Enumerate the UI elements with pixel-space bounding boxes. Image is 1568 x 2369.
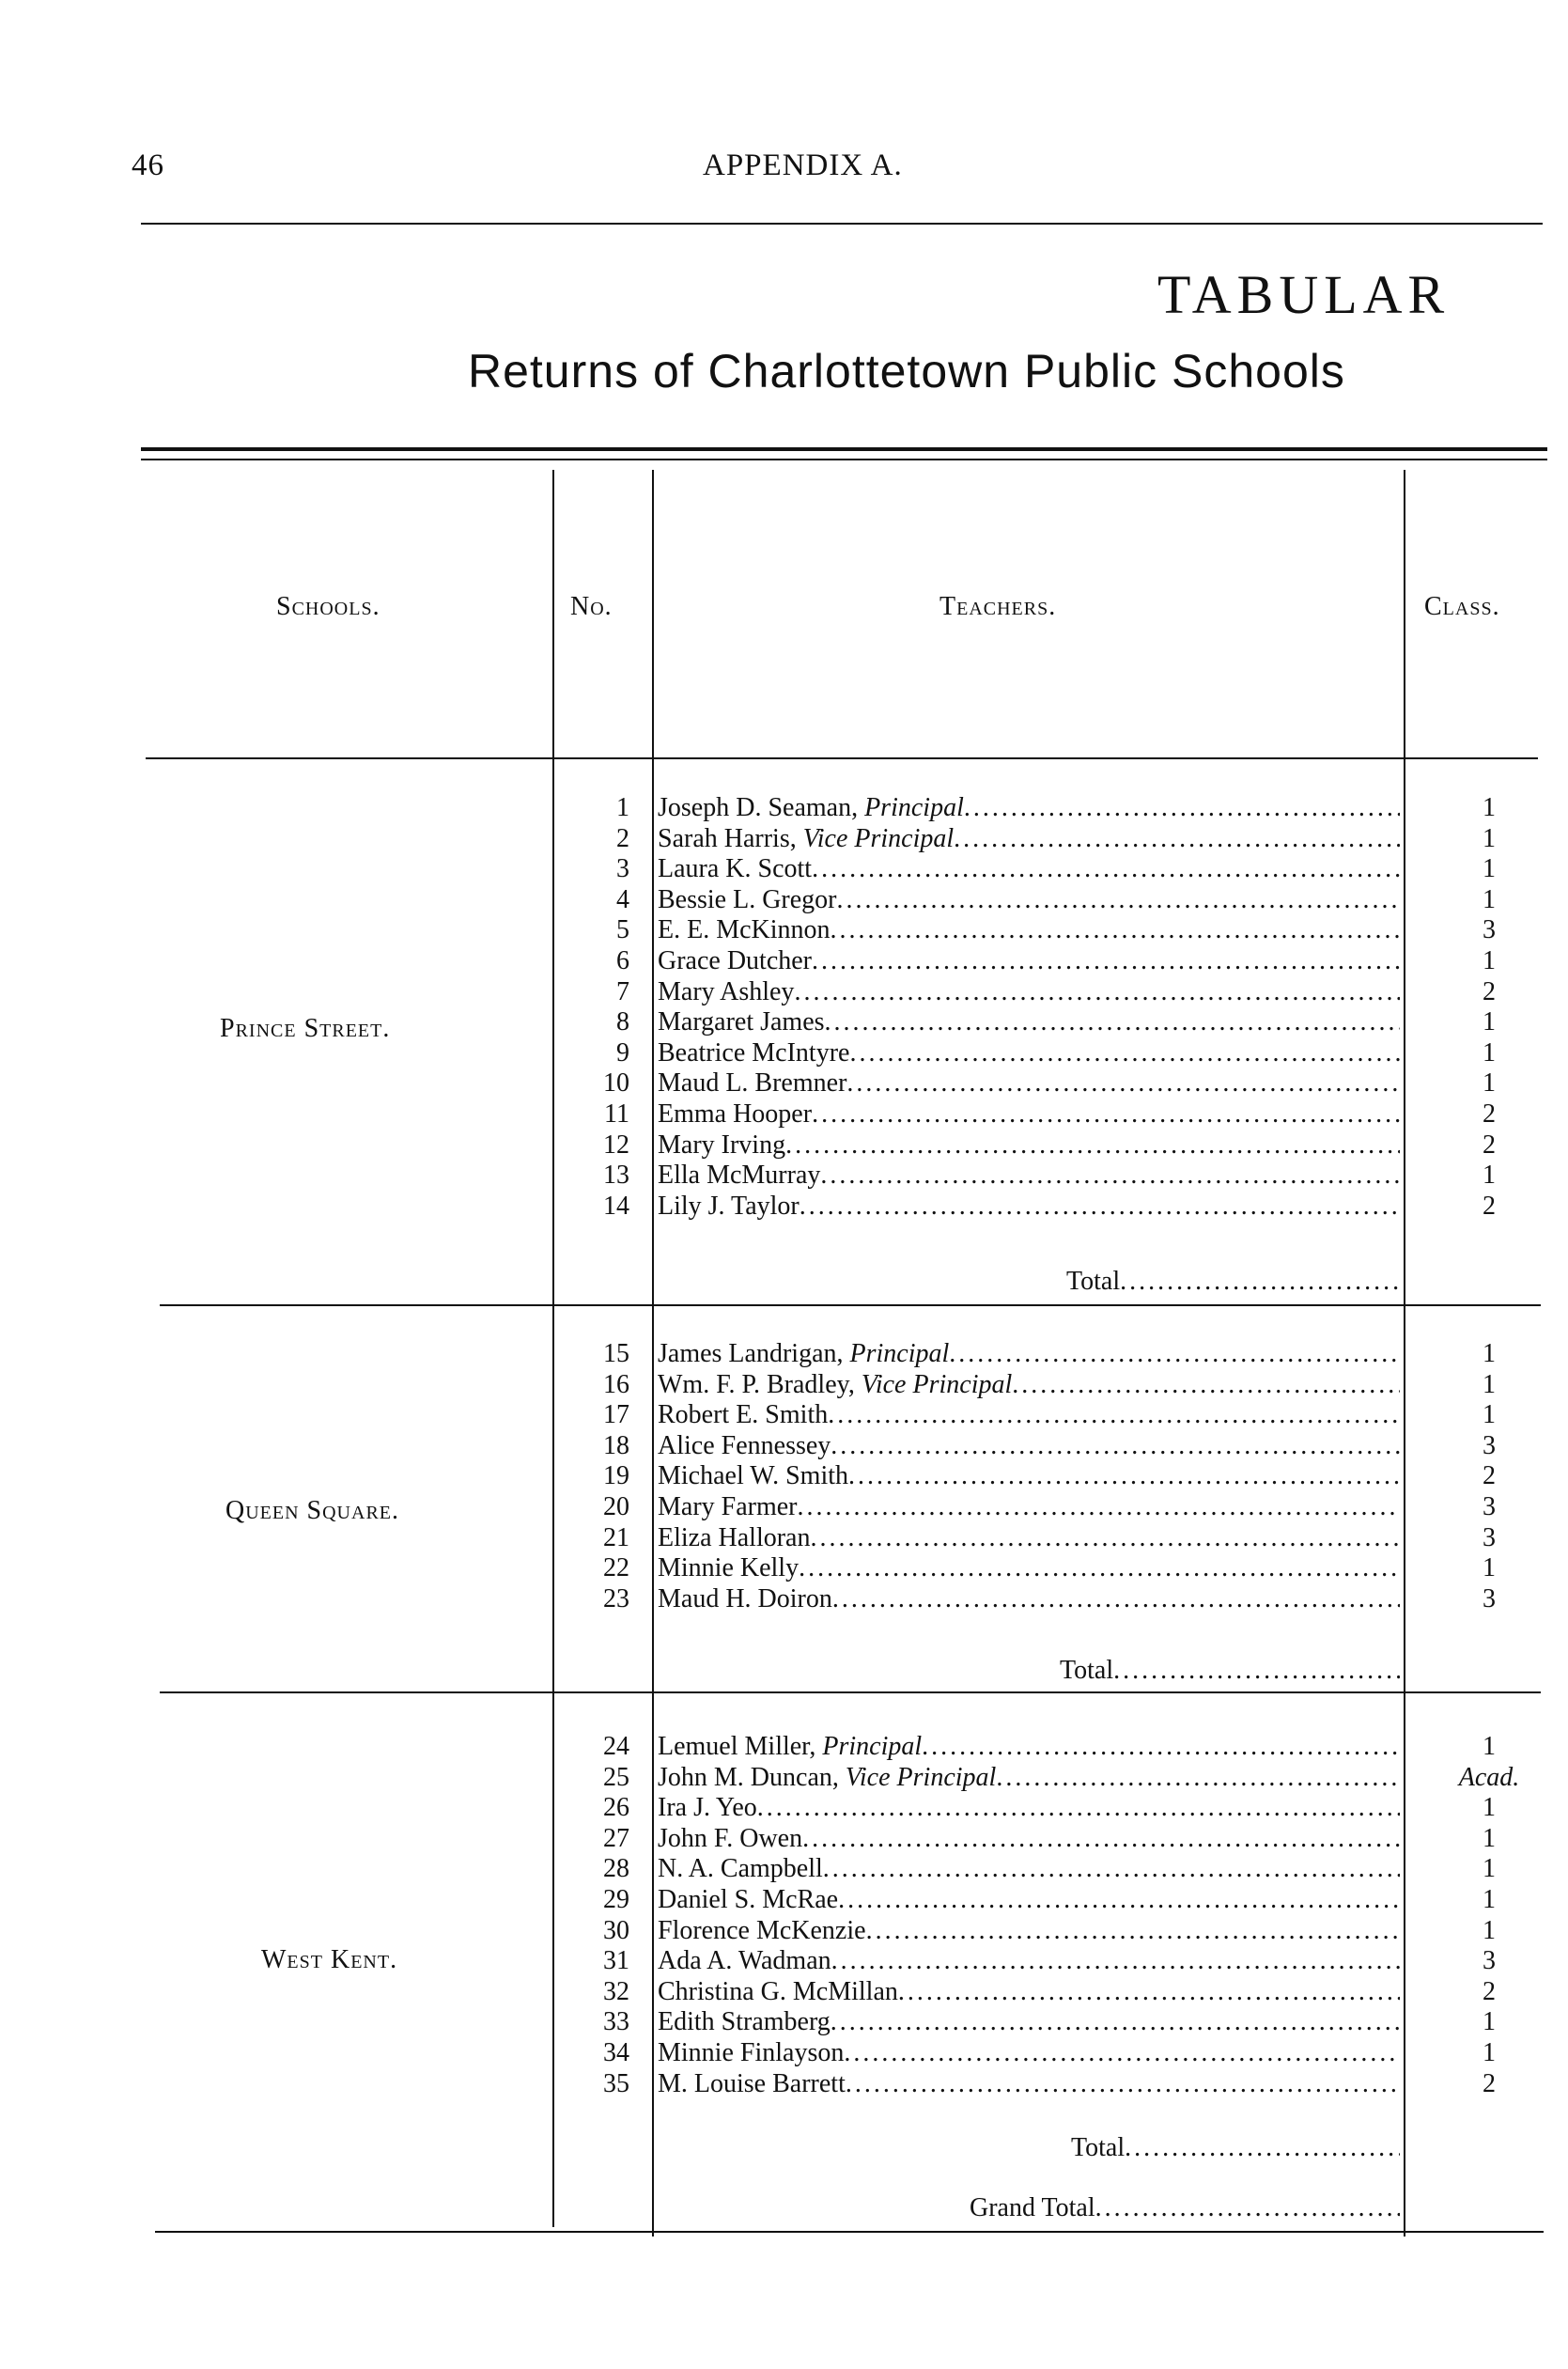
teacher-row bbox=[0, 1130, 1568, 1161]
teacher-name-cell bbox=[658, 946, 1400, 976]
teacher-class: 3 bbox=[1483, 1492, 1496, 1521]
teacher-row bbox=[0, 854, 1568, 884]
column-header-class: Class. bbox=[1424, 592, 1500, 621]
teacher-name-cell bbox=[658, 1339, 1400, 1369]
teacher-row bbox=[0, 1099, 1568, 1130]
school-name-prince-street: Prince Street. bbox=[220, 1014, 391, 1043]
teacher-name: Maud L. Bremner bbox=[658, 1068, 847, 1099]
teacher-number: 26 bbox=[603, 1793, 629, 1823]
west-kent-total bbox=[1071, 2133, 1400, 2163]
teacher-name-cell bbox=[658, 977, 1400, 1007]
teacher-number: 2 bbox=[616, 823, 629, 853]
teacher-class: 1 bbox=[1483, 1161, 1496, 1191]
teacher-class: 2 bbox=[1483, 1130, 1496, 1160]
column-header-no: No. bbox=[570, 592, 613, 621]
teacher-name-cell bbox=[658, 2038, 1400, 2068]
teacher-class: 1 bbox=[1483, 793, 1496, 822]
teacher-name: M. Louise Barrett bbox=[658, 2068, 846, 2098]
teacher-name-cell bbox=[658, 1192, 1400, 1222]
section-rule-1 bbox=[160, 1304, 1541, 1306]
teacher-number: 16 bbox=[603, 1369, 629, 1399]
teacher-name-cell bbox=[658, 1007, 1400, 1037]
teacher-name: Edith Stramberg bbox=[658, 2007, 831, 2037]
teacher-row bbox=[0, 915, 1568, 945]
teacher-class: 1 bbox=[1483, 823, 1496, 853]
teacher-class: 1 bbox=[1483, 1553, 1496, 1583]
teacher-class: 2 bbox=[1483, 1099, 1496, 1129]
teacher-name: Joseph D. Seaman, bbox=[658, 793, 859, 822]
teacher-number: 10 bbox=[603, 1068, 629, 1099]
teacher-row bbox=[0, 1523, 1568, 1553]
total-label: Total bbox=[1071, 2133, 1126, 2162]
teacher-name-cell bbox=[658, 1763, 1400, 1793]
teacher-name: Sarah Harris, bbox=[658, 823, 797, 853]
teacher-name: John F. Owen bbox=[658, 1823, 803, 1853]
teacher-number: 3 bbox=[616, 854, 629, 884]
teacher-row bbox=[0, 1793, 1568, 1823]
teacher-class: 1 bbox=[1483, 946, 1496, 975]
teacher-name: Ada A. Wadman bbox=[658, 1946, 831, 1976]
teacher-row bbox=[0, 1038, 1568, 1068]
teacher-number: 31 bbox=[603, 1946, 629, 1976]
teacher-class: 3 bbox=[1483, 1430, 1496, 1460]
title-main: TABULAR bbox=[1157, 264, 1451, 325]
teacher-number: 23 bbox=[603, 1583, 629, 1613]
section-rule-2 bbox=[160, 1691, 1541, 1693]
teacher-class: Acad. bbox=[1458, 1762, 1520, 1792]
grand-total bbox=[970, 2193, 1400, 2223]
teacher-row bbox=[0, 1492, 1568, 1522]
teacher-name: Wm. F. P. Bradley, bbox=[658, 1369, 855, 1399]
page-number: 46 bbox=[132, 148, 164, 182]
teacher-row bbox=[0, 1192, 1568, 1222]
teacher-row bbox=[0, 2069, 1568, 2099]
teacher-name-cell bbox=[658, 1431, 1400, 1461]
teacher-name-cell bbox=[658, 1068, 1400, 1099]
teacher-row bbox=[0, 824, 1568, 854]
title-sub: Returns of Charlottetown Public Schools bbox=[468, 345, 1345, 397]
teacher-number: 32 bbox=[603, 1976, 629, 2006]
teacher-name: Lily J. Taylor bbox=[658, 1191, 800, 1221]
teacher-name-cell bbox=[658, 1400, 1400, 1430]
teacher-class: 1 bbox=[1483, 854, 1496, 884]
teacher-number: 29 bbox=[603, 1885, 629, 1914]
teacher-number: 33 bbox=[603, 2007, 629, 2037]
teacher-name-cell bbox=[658, 1161, 1400, 1191]
teacher-number: 11 bbox=[604, 1099, 629, 1129]
teacher-role: Vice Principal bbox=[861, 1369, 1013, 1399]
total-label: Total bbox=[1066, 1267, 1121, 1296]
teacher-name-cell bbox=[658, 793, 1400, 823]
prince-street-total bbox=[1066, 1267, 1400, 1297]
teacher-name: Grace Dutcher bbox=[658, 946, 813, 975]
teacher-row bbox=[0, 1370, 1568, 1400]
running-title: APPENDIX A. bbox=[703, 148, 903, 182]
teacher-row bbox=[0, 1885, 1568, 1915]
teacher-row bbox=[0, 1824, 1568, 1854]
teacher-class: 1 bbox=[1483, 1369, 1496, 1399]
teacher-class: 1 bbox=[1483, 1400, 1496, 1430]
teacher-number: 25 bbox=[603, 1762, 629, 1792]
column-header-schools: Schools. bbox=[276, 592, 380, 621]
teacher-name: Florence McKenzie bbox=[658, 1915, 866, 1945]
teacher-number: 35 bbox=[603, 2068, 629, 2098]
teacher-row bbox=[0, 1339, 1568, 1369]
teacher-name: N. A. Campbell bbox=[658, 1854, 823, 1884]
teacher-number: 4 bbox=[616, 884, 629, 914]
school-name-queen-square: Queen Square. bbox=[225, 1496, 399, 1525]
teacher-name-cell bbox=[658, 1977, 1400, 2007]
header-bottom-rule bbox=[146, 757, 1538, 759]
teacher-class: 3 bbox=[1483, 1583, 1496, 1613]
teacher-role: Vice Principal bbox=[802, 823, 955, 853]
teacher-name: Bessie L. Gregor bbox=[658, 884, 837, 914]
teacher-name-cell bbox=[658, 1553, 1400, 1583]
title-rule-top bbox=[141, 447, 1547, 451]
teacher-row bbox=[0, 793, 1568, 823]
teacher-name: Mary Irving bbox=[658, 1130, 786, 1160]
teacher-number: 21 bbox=[603, 1522, 629, 1552]
school-name-west-kent: West Kent. bbox=[261, 1945, 398, 1974]
teacher-class: 3 bbox=[1483, 1522, 1496, 1552]
teacher-number: 27 bbox=[603, 1823, 629, 1853]
teacher-name: Christina G. McMillan bbox=[658, 1976, 898, 2006]
teacher-class: 2 bbox=[1483, 976, 1496, 1006]
teacher-row bbox=[0, 1977, 1568, 2007]
teacher-number: 24 bbox=[603, 1732, 629, 1761]
teacher-name-cell bbox=[658, 1584, 1400, 1614]
teacher-class: 1 bbox=[1483, 1823, 1496, 1853]
teacher-name-cell bbox=[658, 2069, 1400, 2099]
teacher-class: 3 bbox=[1483, 1946, 1496, 1976]
teacher-name: E. E. McKinnon bbox=[658, 915, 831, 945]
teacher-number: 17 bbox=[603, 1400, 629, 1430]
teacher-number: 6 bbox=[616, 946, 629, 975]
teacher-name-cell bbox=[658, 915, 1400, 945]
teacher-row bbox=[0, 1007, 1568, 1037]
teacher-name-cell bbox=[658, 1370, 1400, 1400]
teacher-row bbox=[0, 1553, 1568, 1583]
teacher-name-cell bbox=[658, 1461, 1400, 1491]
teacher-number: 30 bbox=[603, 1915, 629, 1945]
teacher-class: 2 bbox=[1483, 1976, 1496, 2006]
teacher-row bbox=[0, 946, 1568, 976]
title-rule-bottom bbox=[141, 459, 1547, 460]
teacher-class: 1 bbox=[1483, 2038, 1496, 2067]
teacher-name-cell bbox=[658, 1824, 1400, 1854]
teacher-class: 3 bbox=[1483, 915, 1496, 945]
teacher-class: 1 bbox=[1483, 1037, 1496, 1068]
teacher-row bbox=[0, 1584, 1568, 1614]
teacher-number: 22 bbox=[603, 1553, 629, 1583]
teacher-role: Principal bbox=[864, 793, 964, 822]
teacher-class: 2 bbox=[1483, 1461, 1496, 1491]
teacher-name-cell bbox=[658, 1793, 1400, 1823]
teacher-name-cell bbox=[658, 1523, 1400, 1553]
teacher-number: 20 bbox=[603, 1492, 629, 1521]
teacher-number: 18 bbox=[603, 1430, 629, 1460]
teacher-row bbox=[0, 1461, 1568, 1491]
teacher-name: Eliza Halloran bbox=[658, 1522, 811, 1552]
teacher-row bbox=[0, 2007, 1568, 2037]
teacher-number: 1 bbox=[616, 793, 629, 822]
teacher-row bbox=[0, 1763, 1568, 1793]
teacher-name: Minnie Kelly bbox=[658, 1553, 800, 1583]
teacher-row bbox=[0, 1400, 1568, 1430]
teacher-number: 15 bbox=[603, 1339, 629, 1368]
teacher-row bbox=[0, 1732, 1568, 1762]
bottom-rule bbox=[155, 2231, 1544, 2233]
teacher-name-cell bbox=[658, 1130, 1400, 1161]
queen-square-total bbox=[1060, 1656, 1400, 1686]
teacher-role: Principal bbox=[849, 1339, 950, 1368]
teacher-name-cell bbox=[658, 1099, 1400, 1130]
teacher-row bbox=[0, 1854, 1568, 1884]
teacher-name: Michael W. Smith bbox=[658, 1461, 848, 1491]
teacher-name: Robert E. Smith bbox=[658, 1400, 829, 1430]
teacher-name: Ella McMurray bbox=[658, 1161, 821, 1191]
teacher-name: Laura K. Scott bbox=[658, 854, 813, 884]
teacher-name: Daniel S. McRae bbox=[658, 1885, 839, 1914]
teacher-class: 1 bbox=[1483, 1885, 1496, 1914]
teacher-class: 1 bbox=[1483, 1915, 1496, 1945]
teacher-row bbox=[0, 1068, 1568, 1099]
header-rule bbox=[141, 223, 1543, 225]
teacher-class: 1 bbox=[1483, 2007, 1496, 2037]
teacher-class: 1 bbox=[1483, 1854, 1496, 1884]
teacher-class: 1 bbox=[1483, 1068, 1496, 1099]
teacher-name-cell bbox=[658, 1854, 1400, 1884]
teacher-class: 2 bbox=[1483, 1191, 1496, 1221]
teacher-class: 1 bbox=[1483, 1793, 1496, 1823]
teacher-name: Mary Ashley bbox=[658, 976, 795, 1006]
teacher-name-cell bbox=[658, 2007, 1400, 2037]
teacher-number: 12 bbox=[603, 1130, 629, 1160]
teacher-name: Ira J. Yeo bbox=[658, 1793, 757, 1823]
teacher-number: 7 bbox=[616, 976, 629, 1006]
column-header-teachers: Teachers. bbox=[939, 592, 1057, 621]
teacher-name-cell bbox=[658, 1885, 1400, 1915]
teacher-class: 1 bbox=[1483, 1732, 1496, 1761]
teacher-name-cell bbox=[658, 1732, 1400, 1762]
teacher-row bbox=[0, 977, 1568, 1007]
grand-total-label: Grand Total bbox=[970, 2193, 1095, 2222]
teacher-name-cell bbox=[658, 854, 1400, 884]
teacher-name: Minnie Finlayson bbox=[658, 2038, 845, 2067]
teacher-number: 14 bbox=[603, 1191, 629, 1221]
teacher-number: 9 bbox=[616, 1037, 629, 1068]
teacher-name-cell bbox=[658, 1946, 1400, 1976]
teacher-row bbox=[0, 885, 1568, 915]
teacher-class: 1 bbox=[1483, 1007, 1496, 1037]
teacher-number: 34 bbox=[603, 2038, 629, 2067]
total-label: Total bbox=[1060, 1656, 1114, 1685]
teacher-name: James Landrigan, bbox=[658, 1339, 844, 1368]
teacher-class: 1 bbox=[1483, 1339, 1496, 1368]
teacher-name: Margaret James bbox=[658, 1007, 825, 1037]
teacher-row bbox=[0, 2038, 1568, 2068]
teacher-name: Alice Fennessey bbox=[658, 1430, 831, 1460]
teacher-class: 1 bbox=[1483, 884, 1496, 914]
teacher-name-cell bbox=[658, 1492, 1400, 1522]
teacher-name-cell bbox=[658, 885, 1400, 915]
teacher-number: 5 bbox=[616, 915, 629, 945]
teacher-class: 2 bbox=[1483, 2068, 1496, 2098]
teacher-number: 13 bbox=[603, 1161, 629, 1191]
teacher-name: Lemuel Miller, bbox=[658, 1732, 816, 1761]
teacher-name: Maud H. Doiron bbox=[658, 1583, 832, 1613]
teacher-row bbox=[0, 1916, 1568, 1946]
teacher-name: John M. Duncan, bbox=[658, 1762, 839, 1792]
teacher-row bbox=[0, 1946, 1568, 1976]
teacher-name-cell bbox=[658, 824, 1400, 854]
teacher-name: Emma Hooper bbox=[658, 1099, 813, 1129]
teacher-row bbox=[0, 1161, 1568, 1191]
teacher-role: Vice Principal bbox=[845, 1762, 997, 1792]
teacher-name: Mary Farmer bbox=[658, 1492, 798, 1521]
teacher-number: 19 bbox=[603, 1461, 629, 1491]
teacher-number: 8 bbox=[616, 1007, 629, 1037]
teacher-name-cell bbox=[658, 1916, 1400, 1946]
teacher-name: Beatrice McIntyre bbox=[658, 1037, 850, 1068]
teacher-number: 28 bbox=[603, 1854, 629, 1884]
teacher-row bbox=[0, 1431, 1568, 1461]
teacher-role: Principal bbox=[822, 1732, 923, 1761]
teacher-name-cell bbox=[658, 1038, 1400, 1068]
